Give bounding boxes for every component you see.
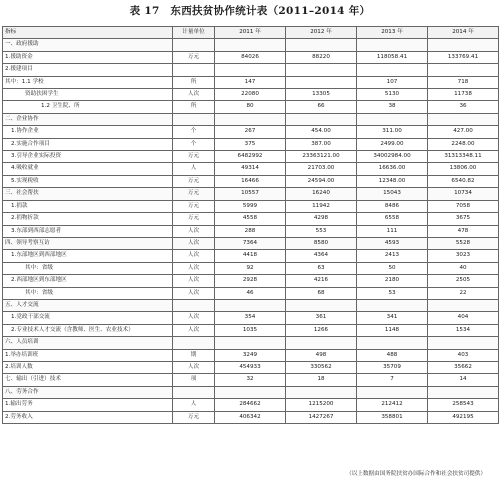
- row-value: 2505: [428, 275, 499, 287]
- row-value: 2928: [215, 275, 286, 287]
- table-row: [3, 101, 499, 113]
- row-value: 2248.00: [428, 138, 499, 150]
- row-unit: 个: [173, 138, 215, 150]
- row-value: [215, 64, 286, 76]
- row-label: 二、企业协作: [3, 113, 173, 125]
- row-value: [428, 337, 499, 349]
- row-value: 16240: [286, 188, 357, 200]
- row-value: 454933: [215, 361, 286, 373]
- row-value: 488: [357, 349, 428, 361]
- table-row: [3, 324, 499, 336]
- row-value: 330562: [286, 361, 357, 373]
- table-header-row: [3, 27, 499, 39]
- row-value: [215, 39, 286, 51]
- row-value: 14: [428, 374, 499, 386]
- row-value: [215, 113, 286, 125]
- row-value: 403: [428, 349, 499, 361]
- row-value: 3023: [428, 250, 499, 262]
- row-value: 375: [215, 138, 286, 150]
- row-unit: 万元: [173, 151, 215, 163]
- row-label: 1.协作企业: [3, 126, 173, 138]
- row-value: [357, 386, 428, 398]
- row-unit: 项: [173, 374, 215, 386]
- row-label: 八、劳务合作: [3, 386, 173, 398]
- row-value: 498: [286, 349, 357, 361]
- row-label: 三、社会帮扶: [3, 188, 173, 200]
- row-value: 22: [428, 287, 499, 299]
- row-value: 68: [286, 287, 357, 299]
- row-label: 3.引导企业实际投资: [3, 151, 173, 163]
- row-value: 46: [215, 287, 286, 299]
- row-value: 1035: [215, 324, 286, 336]
- table-row: [3, 39, 499, 51]
- row-label: 五、人才交流: [3, 299, 173, 311]
- table-title: 表 17 东西扶贫协作统计表（2011–2014 年）: [129, 5, 371, 17]
- table-row: [3, 411, 499, 423]
- header-year-2012: 2012 年: [286, 27, 357, 39]
- row-value: 406342: [215, 411, 286, 423]
- row-value: 267: [215, 126, 286, 138]
- row-label: 2.实施合作项目: [3, 138, 173, 150]
- row-value: 92: [215, 262, 286, 274]
- table-row: [3, 213, 499, 225]
- header-year-2014: 2014 年: [428, 27, 499, 39]
- row-value: 31313348.11: [428, 151, 499, 163]
- row-value: 16636.00: [357, 163, 428, 175]
- row-value: 38: [357, 101, 428, 113]
- row-value: 358801: [357, 411, 428, 423]
- row-unit: 人次: [173, 225, 215, 237]
- row-unit: [173, 39, 215, 51]
- row-unit: 个: [173, 126, 215, 138]
- row-unit: [173, 386, 215, 398]
- row-value: 5130: [357, 89, 428, 101]
- table-row: [3, 337, 499, 349]
- table-row: [3, 299, 499, 311]
- row-value: 5999: [215, 200, 286, 212]
- row-value: 404: [428, 312, 499, 324]
- row-value: 22080: [215, 89, 286, 101]
- row-unit: 人次: [173, 250, 215, 262]
- row-label: 1.东部地区到西部地区: [3, 250, 173, 262]
- row-unit: 所: [173, 76, 215, 88]
- row-unit: [173, 64, 215, 76]
- row-value: 5528: [428, 237, 499, 249]
- row-value: 53: [357, 287, 428, 299]
- row-value: 84026: [215, 51, 286, 63]
- row-label: 资助扶困学生: [3, 89, 173, 101]
- table-row: [3, 250, 499, 262]
- row-value: [215, 337, 286, 349]
- row-value: 118058.41: [357, 51, 428, 63]
- row-unit: 万元: [173, 213, 215, 225]
- row-value: 4593: [357, 237, 428, 249]
- row-value: 111: [357, 225, 428, 237]
- row-label: 其中：省级: [3, 262, 173, 274]
- row-value: 4558: [215, 213, 286, 225]
- row-label: 四、领导考察互访: [3, 237, 173, 249]
- row-value: 7058: [428, 200, 499, 212]
- row-value: 80: [215, 101, 286, 113]
- row-value: 288: [215, 225, 286, 237]
- row-value: 21703.00: [286, 163, 357, 175]
- row-value: 15043: [357, 188, 428, 200]
- row-unit: 人次: [173, 275, 215, 287]
- row-value: 107: [357, 76, 428, 88]
- row-value: 35662: [428, 361, 499, 373]
- row-value: 427.00: [428, 126, 499, 138]
- table-row: [3, 225, 499, 237]
- row-value: 1427267: [286, 411, 357, 423]
- row-value: [428, 386, 499, 398]
- table-row: [3, 64, 499, 76]
- row-value: 7364: [215, 237, 286, 249]
- row-value: 1266: [286, 324, 357, 336]
- table-row: [3, 374, 499, 386]
- row-value: 32: [215, 374, 286, 386]
- table-row: [3, 163, 499, 175]
- row-value: 10734: [428, 188, 499, 200]
- table-row: [3, 126, 499, 138]
- row-unit: [173, 113, 215, 125]
- row-unit: 人次: [173, 312, 215, 324]
- row-value: [286, 299, 357, 311]
- row-label: 5.实现税收: [3, 175, 173, 187]
- row-label: 七、输出（引进）技术: [3, 374, 173, 386]
- row-unit: 人次: [173, 361, 215, 373]
- row-value: 88220: [286, 51, 357, 63]
- row-value: 4298: [286, 213, 357, 225]
- row-unit: 人: [173, 163, 215, 175]
- row-value: [215, 299, 286, 311]
- row-value: 24594.00: [286, 175, 357, 187]
- row-value: 4216: [286, 275, 357, 287]
- row-value: 1215200: [286, 399, 357, 411]
- row-value: 133769.41: [428, 51, 499, 63]
- row-value: 34002984.00: [357, 151, 428, 163]
- row-value: [286, 76, 357, 88]
- row-label: 3.东部到西部志愿者: [3, 225, 173, 237]
- row-unit: 万元: [173, 200, 215, 212]
- row-value: [357, 39, 428, 51]
- row-value: 6558: [357, 213, 428, 225]
- row-label: 2.专业技术人才交流（含教师、医生、农业技术）: [3, 324, 173, 336]
- row-label: 六、人员培训: [3, 337, 173, 349]
- header-year-2013: 2013 年: [357, 27, 428, 39]
- table-row: [3, 151, 499, 163]
- row-unit: 人次: [173, 324, 215, 336]
- row-value: 8486: [357, 200, 428, 212]
- table-row: [3, 312, 499, 324]
- row-value: 49314: [215, 163, 286, 175]
- row-unit: 人次: [173, 89, 215, 101]
- row-label: 1.举办培训班: [3, 349, 173, 361]
- row-value: [357, 64, 428, 76]
- row-value: [428, 299, 499, 311]
- row-value: [428, 39, 499, 51]
- table-row: [3, 237, 499, 249]
- table-row: [3, 399, 499, 411]
- row-value: 4364: [286, 250, 357, 262]
- row-label: 2.劳务收入: [3, 411, 173, 423]
- row-unit: [173, 299, 215, 311]
- table-row: [3, 386, 499, 398]
- row-value: [286, 337, 357, 349]
- statistics-table: [2, 26, 499, 424]
- row-value: 553: [286, 225, 357, 237]
- row-unit: 万元: [173, 188, 215, 200]
- row-unit: 万元: [173, 175, 215, 187]
- row-value: 36: [428, 101, 499, 113]
- row-unit: 万元: [173, 411, 215, 423]
- row-label: 其中：省级: [3, 287, 173, 299]
- row-value: 361: [286, 312, 357, 324]
- row-label: 1.2 卫生院、所: [3, 101, 173, 113]
- row-value: 35709: [357, 361, 428, 373]
- row-value: 3675: [428, 213, 499, 225]
- row-value: 2499.00: [357, 138, 428, 150]
- table-body: [3, 39, 499, 424]
- row-value: 11738: [428, 89, 499, 101]
- row-value: 18: [286, 374, 357, 386]
- row-label: 1.党政干部交流: [3, 312, 173, 324]
- row-value: 284662: [215, 399, 286, 411]
- row-value: 718: [428, 76, 499, 88]
- table-row: [3, 349, 499, 361]
- row-value: [286, 39, 357, 51]
- row-label: 2.援建项目: [3, 64, 173, 76]
- table-row: [3, 287, 499, 299]
- table-row: [3, 200, 499, 212]
- row-unit: 万元: [173, 51, 215, 63]
- row-label: 2.培训人数: [3, 361, 173, 373]
- row-label: 一、政府援助: [3, 39, 173, 51]
- statistics-table-wrapper: [2, 26, 498, 424]
- row-value: 3249: [215, 349, 286, 361]
- row-value: [215, 386, 286, 398]
- row-value: 2413: [357, 250, 428, 262]
- row-value: 1534: [428, 324, 499, 336]
- row-value: 4418: [215, 250, 286, 262]
- row-value: 478: [428, 225, 499, 237]
- row-value: 10557: [215, 188, 286, 200]
- row-value: 7: [357, 374, 428, 386]
- row-value: [286, 113, 357, 125]
- row-value: 212412: [357, 399, 428, 411]
- row-value: 40: [428, 262, 499, 274]
- row-label: 1.援助资金: [3, 51, 173, 63]
- row-value: 492195: [428, 411, 499, 423]
- row-unit: 人次: [173, 262, 215, 274]
- row-value: [357, 337, 428, 349]
- row-value: 1148: [357, 324, 428, 336]
- row-value: 11942: [286, 200, 357, 212]
- row-value: 2180: [357, 275, 428, 287]
- row-label: 2.捐物折款: [3, 213, 173, 225]
- row-unit: 期: [173, 349, 215, 361]
- row-value: 6540.82: [428, 175, 499, 187]
- row-label: 1.捐款: [3, 200, 173, 212]
- row-value: [286, 386, 357, 398]
- row-value: 16466: [215, 175, 286, 187]
- row-value: 12348.00: [357, 175, 428, 187]
- row-unit: [173, 337, 215, 349]
- table-row: [3, 361, 499, 373]
- row-unit: 人: [173, 399, 215, 411]
- row-value: 6482992: [215, 151, 286, 163]
- table-row: [3, 76, 499, 88]
- row-value: 258543: [428, 399, 499, 411]
- row-value: [286, 64, 357, 76]
- row-value: 23363121.00: [286, 151, 357, 163]
- source-footnote: （以上数据由国务院扶贫办国际合作和社会扶贫司提供）: [346, 471, 486, 477]
- row-value: [357, 113, 428, 125]
- table-row: [3, 51, 499, 63]
- row-label: 2.西部地区到东部地区: [3, 275, 173, 287]
- row-unit: 所: [173, 101, 215, 113]
- row-value: 66: [286, 101, 357, 113]
- row-value: [428, 113, 499, 125]
- row-value: 354: [215, 312, 286, 324]
- table-row: [3, 188, 499, 200]
- row-value: 13305: [286, 89, 357, 101]
- row-value: 341: [357, 312, 428, 324]
- table-row: [3, 175, 499, 187]
- row-value: [357, 299, 428, 311]
- row-unit: 人次: [173, 237, 215, 249]
- row-label: 4.吸收就业: [3, 163, 173, 175]
- table-row: [3, 138, 499, 150]
- table-row: [3, 113, 499, 125]
- table-row: [3, 275, 499, 287]
- row-value: 387.00: [286, 138, 357, 150]
- row-value: 311.00: [357, 126, 428, 138]
- header-unit: 计量单位: [173, 27, 215, 39]
- row-value: 8580: [286, 237, 357, 249]
- row-unit: 人次: [173, 287, 215, 299]
- header-indicator: 指标: [3, 27, 173, 39]
- row-value: 50: [357, 262, 428, 274]
- row-value: [428, 64, 499, 76]
- row-value: 63: [286, 262, 357, 274]
- row-value: 147: [215, 76, 286, 88]
- table-row: [3, 262, 499, 274]
- row-label: 1.输出劳务: [3, 399, 173, 411]
- row-value: 454.00: [286, 126, 357, 138]
- row-label: 其中：1.1 学校: [3, 76, 173, 88]
- header-year-2011: 2011 年: [215, 27, 286, 39]
- row-value: 13806.00: [428, 163, 499, 175]
- table-row: [3, 89, 499, 101]
